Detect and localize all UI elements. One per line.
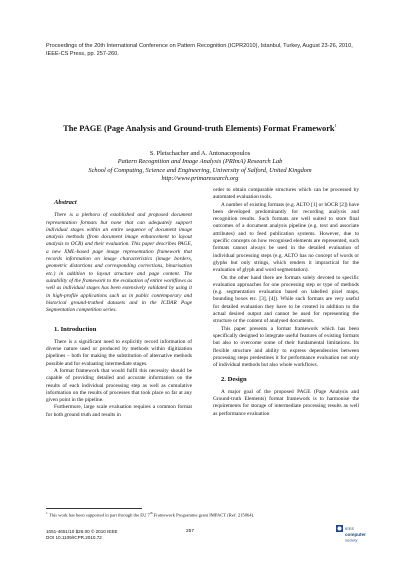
affiliation-lab: Pattern Recognition and Image Analysis (PRImA) Research Lab [117, 158, 283, 166]
abstract-text: There is a plethora of established and proposed document representation formats but none that can adequately support individual stages within an entire sequence of document image analysis methods (from document image enhancement to layout analysis to OCR) and their evaluation. This paper describes PAGE, a new XML-based page image representation framework that records information on image characteristics (image borders, geometric distortions and corresponding corrections, binarisation etc.) in addition to layout structure and page content. The suitability of the framework to the evaluation of entire workflows as well as individual stages has been extensively validated by using it in high-profile applications such as in public contemporary and historical ground-truthed datasets and in the ICDAR Page Segmentation competition series. [46, 212, 192, 314]
body-paragraph: Furthermore, large scale evaluation requires a common format for both ground truth and results in [46, 404, 192, 418]
body-paragraph: This paper presents a format framework which has been specifically designed to integrate useful features of existing formats but also to overcome some of their fundamental limitations. Its flexible structure and ability to express dependencies between processing steps predestines it for performance evaluation not only of individual methods but also whole workflows. [213, 325, 359, 369]
body-paragraph: On the other hand there are formats solely devoted to specific evaluation approaches for one processing step or type of methods (e.g. segmentation evaluation based on labelled pixel maps, bounding boxes etc. [3], [4]). While such formats are very useful for detailed evaluation they have to be created in addition to the actual desired output and cannot be used for representing the structure or the content of analysed documents. [213, 274, 359, 325]
abstract-section [46, 199, 192, 314]
body-paragraph: order to obtain comparable structures which can be processed by automated evaluation tools. [213, 187, 359, 201]
paper-title [0, 123, 400, 133]
page-number: 257 [186, 529, 195, 534]
computer-society-logo [336, 524, 366, 546]
author-names: S. Pletschacher and A. Antonacopoulos [149, 150, 251, 157]
body-paragraph: A format framework that would fulfil this necessity should be capable of providing detailed and accurate information on the results of each individual processing step as well as cumulative information on the results of processes that took place so far at any given point in the pipeline. [46, 367, 192, 404]
title-text: The PAGE (Page Analysis and Ground-truth Elements) Format Framework [63, 123, 335, 133]
section-heading-introduction: 1. Introduction [54, 326, 97, 334]
right-column [213, 187, 359, 418]
publication-info [46, 529, 118, 542]
logo-text-society: society [345, 537, 358, 543]
footnote-text-b: Framework Programme grant IMPACT (Ref: 215064). [152, 512, 255, 518]
footnote-rule [46, 508, 142, 509]
logo-text-computer: computer [345, 532, 366, 537]
title-footnote-mark: 1 [334, 123, 337, 128]
author-block [0, 150, 400, 183]
footnote-ordinal: th [149, 511, 153, 515]
body-paragraph: A number of existing formats (e.g. ALTO [1] or hOCR [2]) have been developed predominantly for recording analysis and recognition results. Such formats are well suited to store final outcomes of a document analysis pipeline (e.g. text and associate attributes) and to feed publication systems. However, due to specific concepts on how recognised elements are represented, such formats cannot always be used in the detailed evaluation of individual processing steps (e.g. ALTO has no concept of words or glyphs but only strings, which renders it impractical for the evaluation of glyph and word segmentation). [213, 201, 359, 274]
proceedings-header: Proceedings of the 20th International Conference on Pattern Recognition (ICPR2010), Istanbul, Turkey, August 23-26, 2010, IEEE-CS Press, pp. 257-260. [46, 43, 353, 57]
section-heading-design: 2. Design [221, 376, 247, 384]
doi-line: DOI 10.1109/ICPR.2010.72 [46, 535, 102, 541]
abstract-heading: Abstract [54, 199, 77, 206]
affiliation-school: School of Computing, Science and Engineering, University of Salford, United Kingdom [88, 166, 312, 174]
body-paragraph: A major goal of the proposed PAGE (Page Analysis and Ground-truth Elements) format framework is to harmonise the requirements for storage of intermediate processing results as well as performance evaluation [213, 388, 359, 417]
author-url[interactable]: http://www.primaresearch.org [161, 174, 239, 182]
footnote-text-a: This work has been supported in part through the EU 7 [47, 512, 150, 518]
footnote-mark: 1 [46, 511, 48, 515]
logo-text-ieee: IEEE [345, 526, 355, 531]
footnote [46, 511, 364, 518]
isbn-line: 1051-4651/10 $26.00 © 2010 IEEE [46, 529, 118, 534]
left-column [46, 199, 192, 419]
body-paragraph: There is a significant need to explicitly record information of diverse nature used or produced by methods within digitization pipelines – both for making the substitution of alternative methods possible and for evaluating intermediate stages. [46, 338, 192, 367]
